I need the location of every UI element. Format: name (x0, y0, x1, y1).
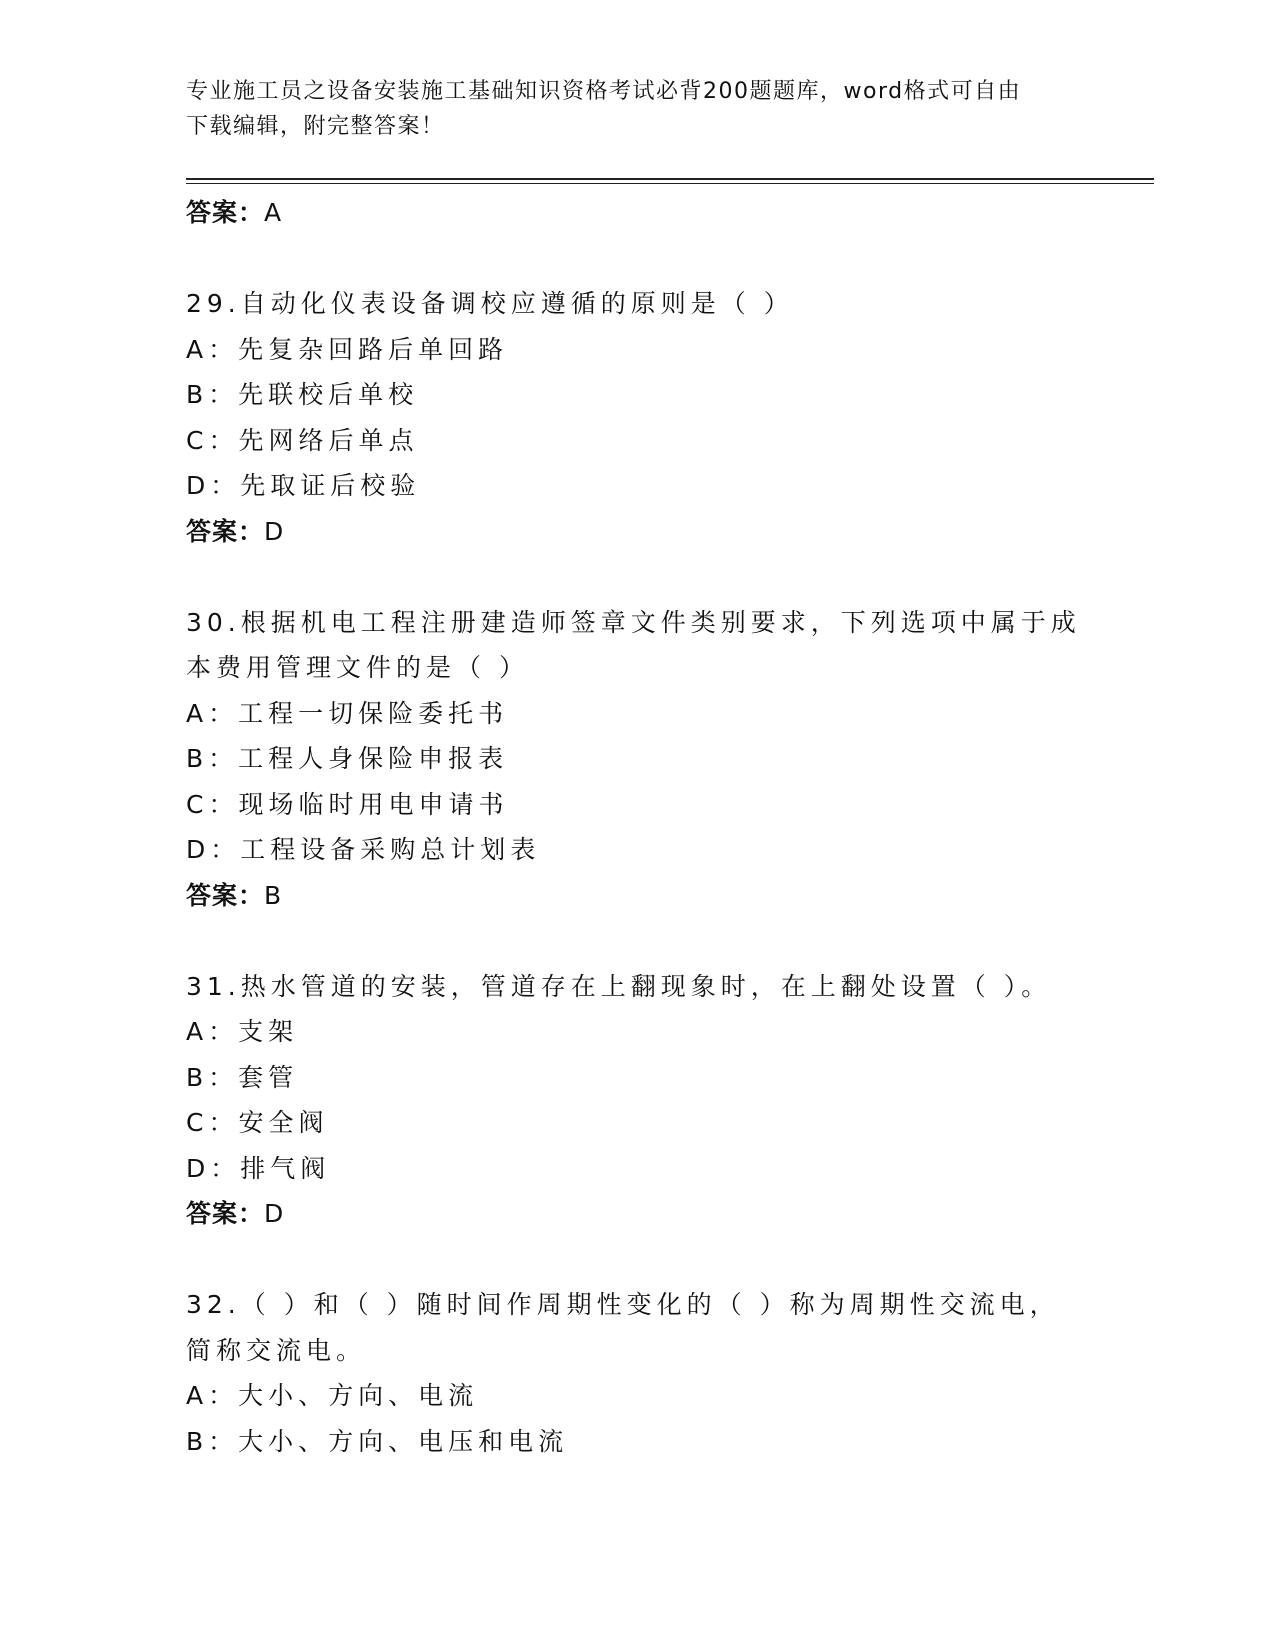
answer-line (186, 873, 1086, 918)
document-header (186, 74, 1086, 144)
header-line-1: 专业施工员之设备安装施工基础知识资格考试必背200题题库，word格式可自由 (186, 79, 1022, 104)
question-text: 31.热水管道的安装，管道存在上翻现象时，在上翻处设置（ ）。 (186, 971, 1052, 1001)
question-text: 30.根据机电工程注册建造师签章文件类别要求，下列选项中属于成本费用管理文件的是（ ） (186, 607, 1081, 682)
option-d: D：工程设备采购总计划表 (186, 835, 541, 864)
option-a: A：先复杂回路后单回路 (186, 334, 509, 364)
option-d: D：先取证后校验 (186, 471, 421, 500)
question-29 (186, 281, 1086, 554)
header-divider-thin (186, 183, 1154, 184)
option-d: D：排气阀 (186, 1153, 331, 1183)
header-line-2: 下载编辑，附完整答案！ (186, 114, 445, 139)
answer-line (186, 190, 1086, 235)
option-b: B：先联校后单校 (186, 380, 419, 409)
option-a: A：工程一切保险委托书 (186, 698, 509, 728)
answer-value: D (264, 516, 285, 546)
answer-line (186, 509, 1086, 554)
question-text: 29.自动化仪表设备调校应遵循的原则是（ ） (186, 289, 794, 318)
answer-label: 答案： (186, 1199, 265, 1228)
option-b: B：大小、方向、电压和电流 (186, 1426, 569, 1456)
option-b: B：工程人身保险申报表 (186, 744, 509, 773)
option-c: C：安全阀 (186, 1108, 329, 1137)
answer-label: 答案： (186, 880, 265, 910)
answer-label: 答案： (186, 516, 265, 546)
header-divider-thick (186, 178, 1154, 180)
option-a: A：大小、方向、电流 (186, 1381, 479, 1410)
answer-value: B (264, 880, 283, 910)
question-32 (186, 1282, 1086, 1464)
option-a: A：支架 (186, 1017, 299, 1046)
answer-label: 答案： (186, 198, 265, 227)
option-c: C：先网络后单点 (186, 425, 419, 455)
question-text: 32.（ ）和（ ）随时间作周期性变化的（ ）称为周期性交流电，简称交流电。 (186, 1290, 1060, 1365)
answer-value: D (264, 1199, 285, 1228)
answer-value: A (264, 198, 283, 227)
question-list (186, 190, 1086, 1464)
question-31 (186, 964, 1086, 1237)
question-30 (186, 600, 1086, 918)
option-c: C：现场临时用电申请书 (186, 789, 509, 819)
option-b: B：套管 (186, 1062, 299, 1092)
answer-line (186, 1191, 1086, 1236)
